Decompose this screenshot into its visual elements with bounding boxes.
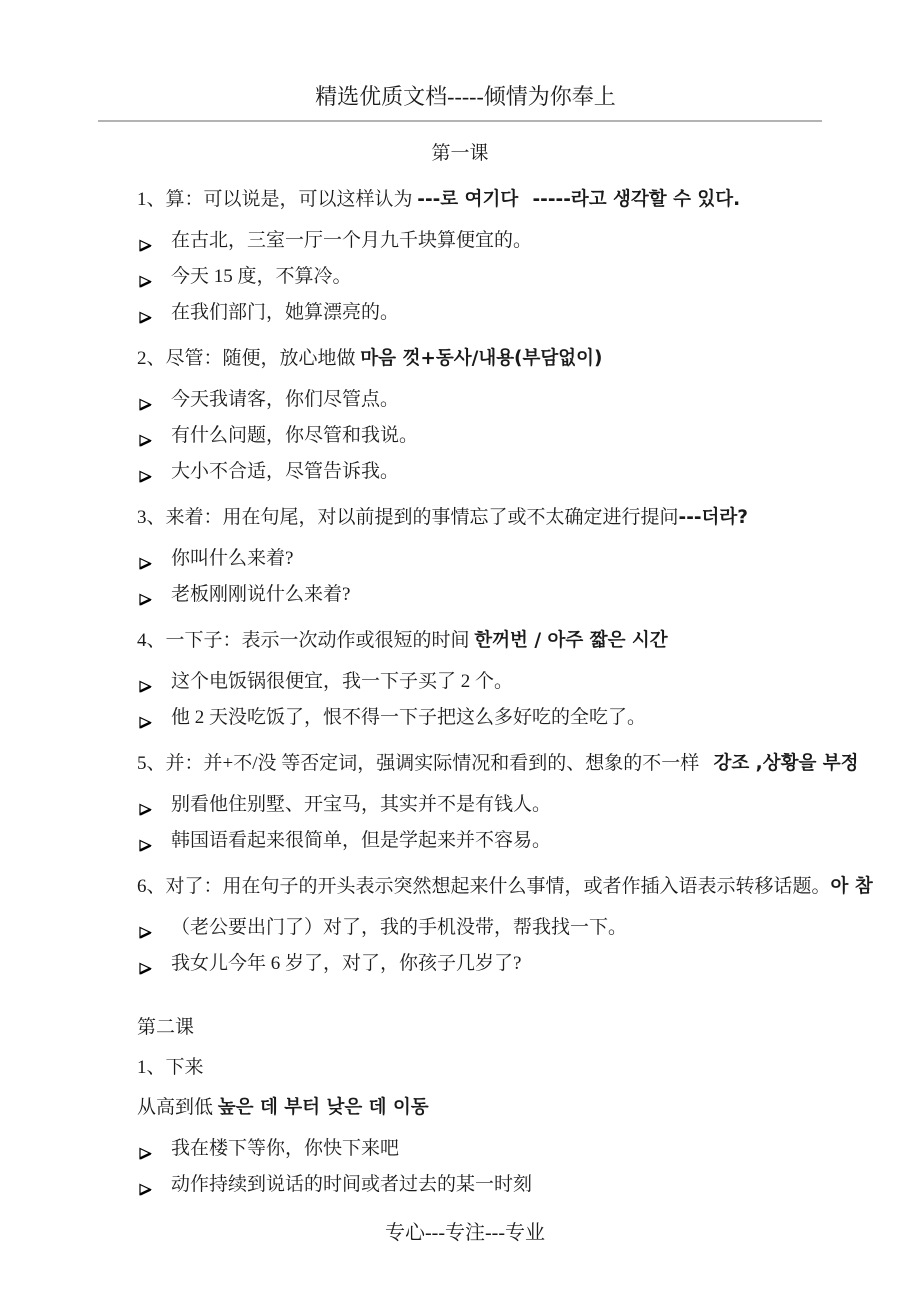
- chinese-text-run: 他 2 天没吃饭了，恨不得一下子把这么多好吃的全吃了。: [171, 707, 647, 728]
- document-footer: [0, 1191, 920, 1247]
- block-text: [431, 143, 488, 164]
- example-sentence: [171, 546, 293, 572]
- note-paragraph: [0, 1055, 920, 1081]
- chinese-text-run: 从高到低: [137, 1097, 218, 1118]
- chinese-text-run: 我女儿今年 6 岁了，对了，你孩子几岁了?: [171, 953, 522, 974]
- chinese-text-run: 有什么问题，你尽管和我说。: [171, 425, 419, 446]
- document-body: [0, 122, 920, 1198]
- korean-text-run: 강조 ,상황을 부정: [713, 753, 859, 774]
- chinese-text-run: [518, 189, 532, 210]
- chinese-text-run: （老公要出门了）对了，我的手机没带，帮我找一下。: [171, 917, 628, 938]
- chinese-text-run: 3、来着：用在句尾，对以前提到的事情忘了或不太确定进行提问: [137, 507, 679, 528]
- block-text: [137, 1017, 194, 1038]
- example-sentence: [171, 828, 551, 854]
- example-sentence: [171, 705, 646, 731]
- chinese-text-run: 老板刚刚说什么来着?: [171, 584, 351, 605]
- example-bullet-item: [0, 228, 920, 254]
- block-text: [137, 348, 602, 369]
- example-bullet-item: [0, 1136, 920, 1162]
- arrowhead-right-icon: [139, 429, 152, 442]
- example-bullet-item: [0, 669, 920, 695]
- arrowhead-right-icon: [139, 921, 152, 934]
- korean-text-run: ---로 여기다: [417, 189, 519, 210]
- chinese-text-run: 这个电饭锅很便宜，我一下子买了 2 个。: [171, 671, 514, 692]
- chinese-text-run: 别看他住别墅、开宝马，其实并不是有钱人。: [171, 794, 552, 815]
- chinese-text-run: 在我们部门，她算漂亮的。: [171, 302, 400, 323]
- arrowhead-right-icon: [139, 711, 152, 724]
- example-sentence: [171, 459, 399, 485]
- grammar-point-heading: [0, 187, 920, 213]
- block-text: [137, 753, 859, 774]
- note-paragraph: [0, 1095, 920, 1121]
- header-title: 精选优质文档-----倾情为你奉上: [315, 84, 616, 109]
- chinese-text-run: 动作持续到说话的时间或者过去的某一时刻: [171, 1174, 533, 1195]
- korean-text-run: 높은 데 부터 낮은 데 이동: [217, 1097, 429, 1118]
- example-sentence: [171, 264, 352, 290]
- example-sentence: [171, 228, 532, 254]
- block-text: [137, 630, 668, 651]
- arrowhead-right-icon: [139, 1178, 152, 1191]
- example-bullet-item: [0, 792, 920, 818]
- example-sentence: [171, 669, 513, 695]
- document-header: [98, 0, 822, 122]
- example-sentence: [171, 423, 418, 449]
- footer-slogan: 专心---专注---专业: [385, 1222, 545, 1244]
- chinese-text-run: 第二课: [137, 1017, 195, 1038]
- chinese-text-run: 2、尽管：随便，放心地做: [137, 348, 361, 369]
- arrowhead-right-icon: [139, 306, 152, 319]
- arrowhead-right-icon: [139, 834, 152, 847]
- chinese-text-run: 5、并：并+不/没 等否定词，强调实际情况和看到的、想象的不一样: [137, 753, 714, 774]
- arrowhead-right-icon: [139, 270, 152, 283]
- block-text: [137, 1097, 429, 1118]
- grammar-point-heading: [0, 505, 920, 531]
- example-sentence: [171, 582, 350, 608]
- example-sentence: [171, 300, 399, 326]
- example-sentence: [171, 1136, 399, 1162]
- chinese-text-run: 韩国语看起来很简单，但是学起来并不容易。: [171, 830, 552, 851]
- arrowhead-right-icon: [139, 393, 152, 406]
- example-bullet-item: [0, 546, 920, 572]
- korean-text-run: 한꺼번 / 아주 짧은 시간: [474, 630, 668, 651]
- chinese-text-run: 1、下来: [137, 1057, 204, 1078]
- example-sentence: [171, 387, 399, 413]
- chinese-text-run: 大小不合适，尽管告诉我。: [171, 461, 400, 482]
- example-bullet-item: [0, 951, 920, 977]
- arrowhead-right-icon: [139, 675, 152, 688]
- chinese-text-run: 1、算：可以说是，可以这样认为: [137, 189, 418, 210]
- block-text: [137, 507, 748, 528]
- example-bullet-item: [0, 459, 920, 485]
- chinese-text-run: 今天我请客，你们尽管点。: [171, 389, 400, 410]
- chinese-text-run: 6、对了：用在句子的开头表示突然想起来什么事情，或者作插入语表示转移话题。: [137, 876, 831, 897]
- arrowhead-right-icon: [139, 957, 152, 970]
- grammar-point-heading: [0, 751, 920, 777]
- example-bullet-item: [0, 705, 920, 731]
- example-bullet-item: [0, 915, 920, 941]
- example-sentence: [171, 792, 551, 818]
- block-text: [137, 1057, 204, 1078]
- korean-text-run: ---더라?: [678, 507, 749, 528]
- example-bullet-item: [0, 423, 920, 449]
- example-bullet-item: [0, 828, 920, 854]
- arrowhead-right-icon: [139, 798, 152, 811]
- block-text: [137, 876, 873, 897]
- chinese-text-run: 在古北，三室一厅一个月九千块算便宜的。: [171, 230, 533, 251]
- grammar-point-heading: [0, 346, 920, 372]
- korean-text-run: -----라고 생각할 수 있다.: [532, 189, 741, 210]
- chinese-text-run: 今天 15 度，不算冷。: [171, 266, 352, 287]
- grammar-point-heading: [0, 874, 920, 900]
- arrowhead-right-icon: [139, 552, 152, 565]
- chinese-text-run: 第一课: [431, 143, 489, 164]
- example-bullet-item: [0, 387, 920, 413]
- example-sentence: [171, 915, 627, 941]
- arrowhead-right-icon: [139, 588, 152, 601]
- example-bullet-item: [0, 300, 920, 326]
- lesson-title: [0, 141, 920, 167]
- chinese-text-run: 4、一下子：表示一次动作或很短的时间: [137, 630, 475, 651]
- lesson-title: [0, 1015, 920, 1041]
- chinese-text-run: 我在楼下等你，你快下来吧: [171, 1138, 400, 1159]
- example-bullet-item: [0, 264, 920, 290]
- example-sentence: [171, 951, 521, 977]
- block-text: [137, 189, 740, 210]
- arrowhead-right-icon: [139, 1142, 152, 1155]
- korean-text-run: 마음 껏+동사/내용(부담없이): [360, 348, 603, 369]
- grammar-point-heading: [0, 628, 920, 654]
- korean-text-run: 아 참: [830, 876, 873, 897]
- arrowhead-right-icon: [139, 234, 152, 247]
- arrowhead-right-icon: [139, 465, 152, 478]
- example-bullet-item: [0, 582, 920, 608]
- chinese-text-run: 你叫什么来着?: [171, 548, 294, 569]
